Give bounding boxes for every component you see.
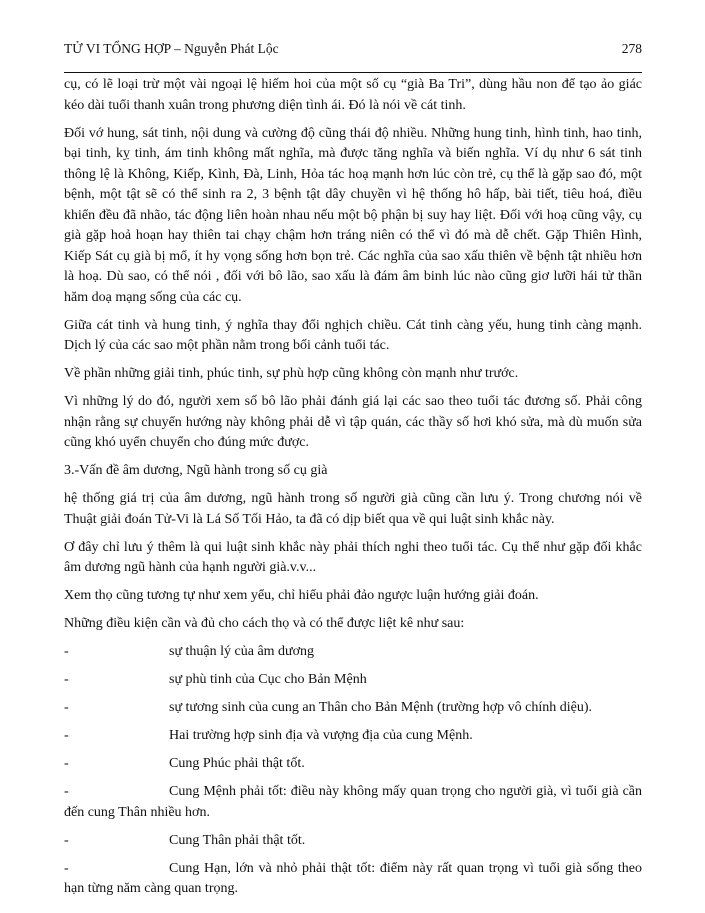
- list-bullet: -: [64, 756, 69, 771]
- paragraph: Những điều kiện cần và đủ cho cách thọ và có thể được liệt kê như sau:: [64, 616, 465, 631]
- paragraph: Xem thọ cũng tương tự như xem yểu, chỉ hiểu phải đảo ngược luận hướng giải đoán.: [64, 588, 539, 603]
- paragraph: Ơ đây chỉ lưu ý thêm là qui luật sinh khắc này phải thích nghi theo tuổi tác. Cụ thể như gặp đối khắc âm dương ngũ hành của hạnh người già.v.v...: [64, 539, 642, 575]
- header-title: TỬ VI TỔNG HỢP – Nguyễn Phát Lộc: [64, 41, 279, 56]
- section-heading: 3.-Vấn đề âm dương, Ngũ hành trong số cụ già: [64, 463, 328, 478]
- paragraph: cụ, có lẽ loại trừ một vài ngoại lệ hiếm hoi của một số cụ “già Ba Tri”, dùng hầu non để tạo ảo giác kéo dài tuổi thanh xuân trong phương diện tình ái. Đó là nói về cát tinh.: [64, 77, 642, 113]
- paragraph: Đối vớ hung, sát tinh, nội dung và cường độ cũng thái độ nhiều. Những hung tinh, hình tinh, hao tinh, bại tinh, kỵ tinh, ám tinh không mất nghĩa, mà được tăng nghĩa và biến nghĩa. Ví dụ như 6 sát tinh thông lệ là Không, Kiếp, Kình, Đà, Linh, Hỏa tác hoạ mạnh hơn lúc còn trẻ, cụ thể là gặp sao đó, một bệnh, một tật sẽ có thể sinh ra 2, 3 bệnh tật dây chuyền vì hệ thống hô hấp, bài tiết, tiêu hoá, điều khiển đều đã nhão, tác động liên hoàn nhau nếu một bộ phận bị suy hay liệt. Đối với hoạ cũng vậy, cụ già gặp hoả hoạn hay thiên tai chạy chậm hơn tráng niên có thể vì đó mà dễ chết. Gặp Thiên Hình, Kiếp Sát cụ già bị mổ, ít hy vọng sống hơn bọn trẻ. Các nghĩa của sao xấu thiên về bệnh tật nhiều hơn là hoạ. Dù sao, có thể nói , đối với bô lão, sao xấu là đám âm binh lúc nào cũng giơ lưỡi hái tử thần hăm doạ mạng sống của các cụ.: [64, 125, 642, 305]
- list-bullet: -: [64, 672, 69, 687]
- list-item-text: Cung Mệnh phải tốt: điều này không mấy quan trọng cho người già, vì tuổi già cần đến cung Thân nhiều hơn.: [64, 784, 642, 820]
- list-item: [64, 642, 642, 663]
- list-item: [64, 754, 642, 775]
- page-number: 278: [621, 41, 642, 56]
- list-item: [64, 831, 642, 852]
- list-item-text: Hai trường hợp sinh địa và vượng địa của cung Mệnh.: [169, 728, 473, 743]
- list-item: [64, 698, 642, 719]
- list-bullet: -: [64, 784, 69, 799]
- list-item-text: Cung Hạn, lớn và nhỏ phải thật tốt: điểm này rất quan trọng vì tuổi già sống theo hạn từng năm càng quan trọng.: [64, 860, 642, 896]
- list-bullet: -: [64, 860, 69, 876]
- list-item-text: Cung Phúc phải thật tốt.: [169, 756, 305, 771]
- body-text: [64, 75, 642, 900]
- list-item: [64, 670, 642, 691]
- list-item-text: sự phù tinh của Cục cho Bản Mệnh: [169, 672, 367, 687]
- paragraph: hệ thống giá trị của âm dương, ngũ hành trong số người già cũng cần lưu ý. Trong chương nói về Thuật giải đoán Tử-Vi là Lá Số Tối Hảo, ta đã có dịp biết qua về qui luật sinh khắc này.: [64, 491, 642, 527]
- paragraph: Về phần những giải tinh, phúc tinh, sự phù hợp cũng không còn mạnh như trước.: [64, 366, 519, 381]
- list-item: [64, 726, 642, 747]
- paragraph: Giữa cát tinh và hung tinh, ý nghĩa thay đổi nghịch chiều. Cát tinh càng yếu, hung tinh càng mạnh. Dịch lý của các sao một phần nằm trong bối cảnh tuổi tác.: [64, 317, 642, 353]
- list-item: [64, 782, 642, 823]
- document-page: [64, 40, 642, 907]
- list-item-text: sự thuận lý của âm dương: [169, 644, 315, 659]
- list-item-text: Cung Thân phải thật tốt.: [169, 832, 306, 848]
- list-item-text: sự tương sinh của cung an Thân cho Bản Mệnh (trường hợp vô chính diệu).: [169, 700, 593, 715]
- list-item: [64, 859, 642, 900]
- paragraph: Vì những lý do đó, người xem số bô lão phải đánh giá lại các sao theo tuổi tác đương số. Phải công nhận rằng sự chuyển hướng này không phải dễ vì tập quán, các thầy số hơi khó sửa, mà dù muốn sửa cũng khó uyển chuyển cho đúng mức được.: [64, 394, 642, 450]
- list-bullet: -: [64, 728, 69, 743]
- list-bullet: -: [64, 644, 69, 659]
- running-header: [64, 40, 642, 58]
- list-bullet: -: [64, 832, 69, 848]
- list-bullet: -: [64, 700, 69, 715]
- header-rule: [64, 72, 642, 73]
